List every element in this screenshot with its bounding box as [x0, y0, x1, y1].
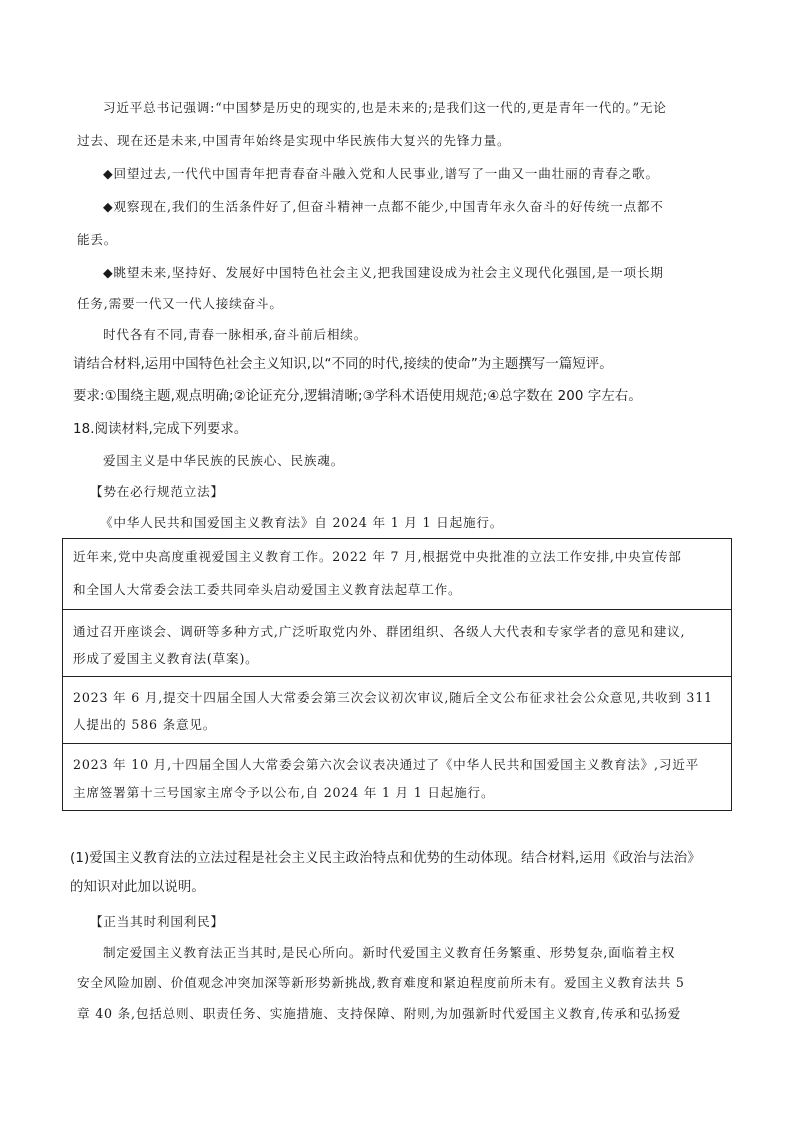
- bullet-future-line-2: 任务,需要一代又一代人接续奋斗。: [77, 296, 283, 311]
- section-2-line-3: 章 40 条,包括总则、职责任务、实施措施、支持保障、附则,为加强新时代爱国主义教育,传承和弘扬爱: [77, 1006, 682, 1021]
- table-row-3-line-2: 人提出的 586 条意见。: [73, 717, 217, 732]
- section-heading-legislation: 【势在必行规范立法】: [90, 484, 224, 499]
- question-18-title: 18.阅读材料,完成下列要求。: [73, 422, 248, 437]
- section-2-line-2: 安全风险加剧、价值观念冲突加深等新形势新挑战,教育难度和紧迫程度前所未有。爱国主义教育法共 5: [77, 975, 685, 990]
- essay-task: 请结合材料,运用中国特色社会主义知识,以“不同的时代,接续的使命”为主题撰写一篇短评。: [73, 357, 613, 372]
- sub-question-1-line-1: (1)爱国主义教育法的立法过程是社会主义民主政治特点和优势的生动体现。结合材料,运用《政治与法治》: [70, 851, 701, 866]
- table-row-4-line-1: 2023 年 10 月,十四届全国人大常委会第六次会议表决通过了《中华人民共和国爱国主义教育法》,习近平: [73, 757, 700, 772]
- table-row-3-line-1: 2023 年 6 月,提交十四届全国人大常委会第三次会议初次审议,随后全文公布征求社会公众意见,共收到 311: [73, 690, 713, 705]
- bullet-past: ◆回望过去,一代代中国青年把青春奋斗融入党和人民事业,谱写了一曲又一曲壮丽的青春之歌。: [103, 166, 659, 181]
- law-effective-date: 《中华人民共和国爱国主义教育法》自 2024 年 1 月 1 日起施行。: [100, 515, 504, 530]
- table-row: [63, 539, 731, 609]
- section-2-line-1: 制定爱国主义教育法正当其时,是民心所向。新时代爱国主义教育任务繁重、形势复杂,面临着主权: [103, 945, 676, 960]
- bullet-present-line-2: 能丢。: [77, 232, 118, 247]
- table-row-1-line-1: 近年来,党中央高度重视爱国主义教育工作。2022 年 7 月,根据党中央批准的立法工作安排,中央宣传部: [73, 549, 682, 564]
- material-intro-line-1: 习近平总书记强调:“中国梦是历史的现实的,也是未来的;是我们这一代的,更是青年一代的。”无论: [103, 100, 667, 115]
- table-row-1-line-2: 和全国人大常委会法工委共同牵头启动爱国主义教育法起草工作。: [73, 582, 462, 597]
- essay-requirements: 要求:①围绕主题,观点明确;②论证充分,逻辑清晰;③学科术语使用规范;④总字数在 200 字左右。: [73, 389, 642, 404]
- bullet-future-line-1: ◆眺望未来,坚持好、发展好中国特色社会主义,把我国建设成为社会主义现代化强国,是一项长期: [103, 265, 664, 280]
- question-18-lead: 爱国主义是中华民族的民族心、民族魂。: [103, 453, 345, 468]
- closing-sentence: 时代各有不同,青春一脉相承,奋斗前后相续。: [103, 327, 368, 342]
- table-row-2-line-1: 通过召开座谈会、调研等多种方式,广泛听取党内外、群团组织、各级人大代表和专家学者的意见和建议,: [73, 624, 686, 639]
- table-row: [63, 609, 731, 676]
- material-intro-line-2: 过去、现在还是未来,中国青年始终是实现中华民族伟大复兴的先锋力量。: [77, 133, 511, 148]
- sub-question-1-line-2: 的知识对此加以说明。: [70, 880, 205, 895]
- legislation-process-table: [62, 538, 732, 811]
- bullet-present-line-1: ◆观察现在,我们的生活条件好了,但奋斗精神一点都不能少,中国青年永久奋斗的好传统一点都不: [103, 199, 664, 214]
- table-row-4-line-2: 主席签署第十三号国家主席令予以公布,自 2024 年 1 月 1 日起施行。: [73, 785, 495, 800]
- section-heading-timely: 【正当其时利国利民】: [90, 914, 224, 929]
- table-row: [63, 743, 731, 810]
- table-row: [63, 676, 731, 743]
- table-row-2-line-2: 形成了爱国主义教育法(草案)。: [73, 651, 259, 666]
